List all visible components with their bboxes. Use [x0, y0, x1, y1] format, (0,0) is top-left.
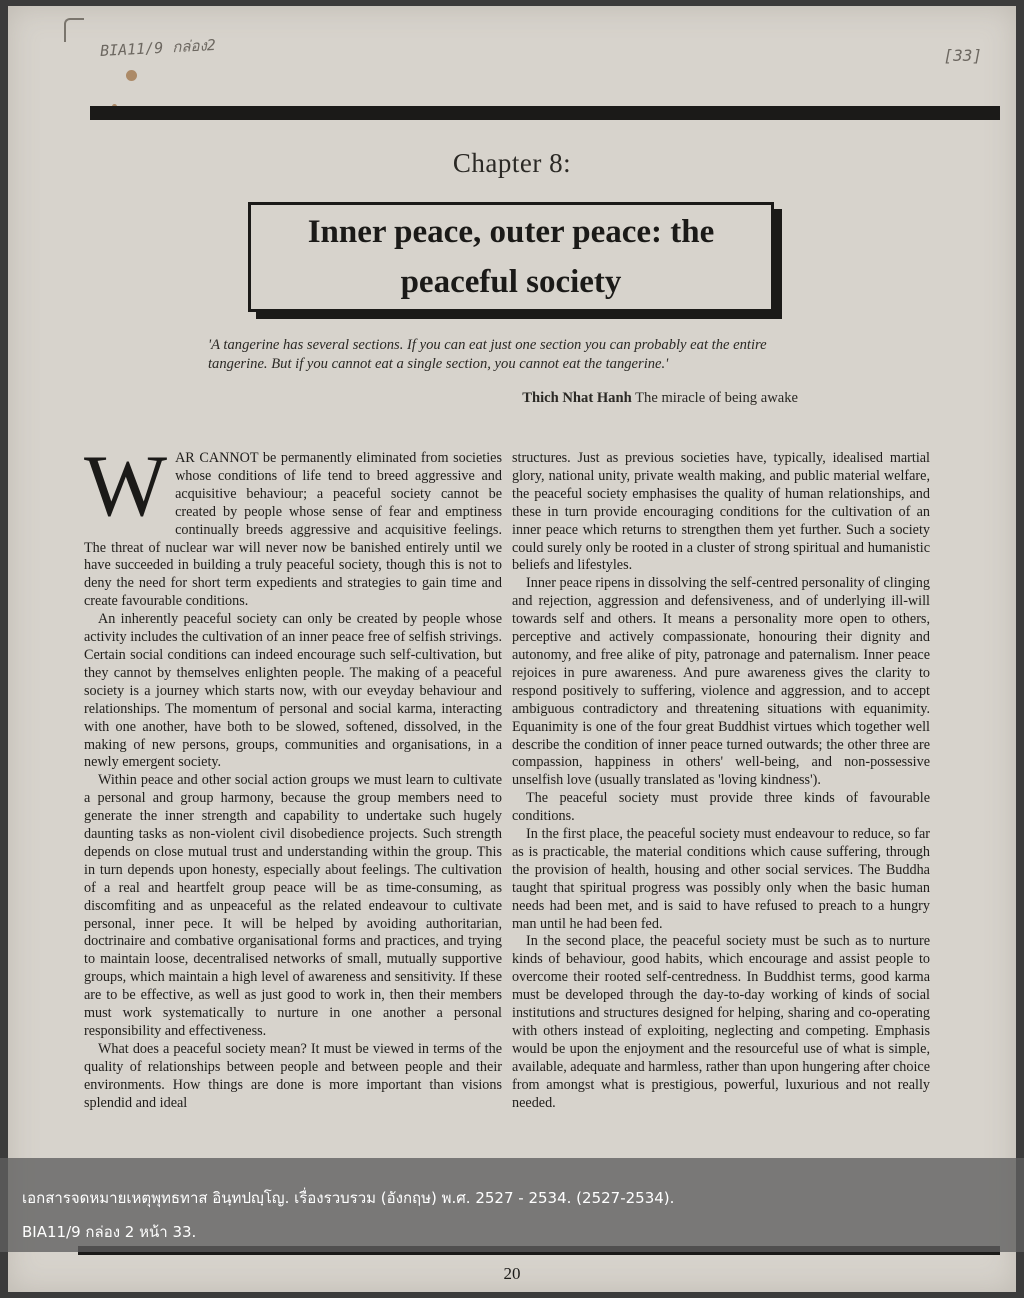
handwritten-archive-code: BIA11/9 กล่อง2: [99, 35, 217, 61]
epigraph-author: Thich Nhat Hanh: [522, 390, 632, 406]
paragraph: Inner peace ripens in dissolving the self-centred personality of clinging and rejection, aggression and defensiveness, and of underlying ill-will towards self and others. It means a personality more open to others, perceptive and actively compassionate, honouring their dignity and autonomy, and free alike of pity, patronage and paternalism. Inner peace rejoices in pure awareness. And pure awareness gives the clarity to respond positively to suffering, violence and aggression, and to accept ambiguous contradictory and threatening situations with equanimity. Equanimity is one of the four great Buddhist virtues which together well describe the condition of inner peace turned outwards; the other three are compassion, happiness in others' well-being, and non-possessive unselfish love (usually translated as 'loving kindness').: [512, 575, 930, 789]
paragraph: In the first place, the peaceful society must endeavour to reduce, so far as is practicable, the material conditions which cause suffering, through the provision of health, housing and other social services. The Buddha taught that spiritual progress was possibly only when the basic human needs had been met, and is said to have refused to preach to a hungry man until he had been fed.: [512, 826, 930, 932]
drop-cap: W: [84, 438, 168, 535]
epigraph-quote: 'A tangerine has several sections. If you can eat just one section you can probably eat the entire tangerine. But if you cannot eat a single section, you cannot eat the tangerine.': [208, 337, 767, 372]
paragraph: An inherently peaceful society can only be created by people whose activity includes the cultivation of an inner peace free of selfish strivings. Certain social conditions can indeed encourage such self-cultivation, but they cannot by themselves enlighten people. The making of a peaceful society is a journey which starts now, with our eveyday behaviour and relationships. The momentum of personal and social karma, interacting with one another, have both to be slowed, softened, dissolved, in the making of new persons, groups, communities and organisations, in a newly emergent society.: [84, 611, 502, 771]
epigraph-source: [308, 390, 798, 407]
page-number: 20: [503, 1264, 521, 1283]
title-line-2: peaceful society: [400, 264, 622, 300]
paragraph: The peaceful society must provide three kinds of favourable conditions.: [512, 790, 930, 825]
paragraph: structures. Just as previous societies have, typically, idealised martial glory, national unity, private wealth making, and public material welfare, the peaceful society emphasises the quality of human relationships, and these in turn provide encouraging conditions for the cultivation of an inner peace which returns to strengthen them yet further. Such a society could surely only be rooted in a cluster of strong spiritual and humanistic beliefs and lifestyles.: [512, 450, 930, 574]
caption-line-2: BIA11/9 กล่อง 2 หน้า 33.: [22, 1223, 197, 1241]
handwritten-page-ref: [33]: [943, 46, 982, 65]
chapter-heading: Chapter 8:: [452, 148, 572, 178]
caption-line-1: เอกสารจดหมายเหตุพุทธทาส อินฺทปญฺโญ. เรื่องรวบรวม (อังกฤษ) พ.ศ. 2527 - 2534. (2527-2534).: [22, 1189, 675, 1207]
title-box: [248, 202, 774, 312]
paragraph: In the second place, the peaceful society must be such as to nurture kinds of behaviour, good habits, which encourage and assist people to overcome their rooted self-centredness. In Buddhist terms, good karma must be developed through the day-to-day working of kinds of social institutions and structures designed for helping, sharing and co-operating with others instead of exploiting, neglecting and competing. Emphasis would be upon the enjoyment and the resourceful use of what is simple, available, adequate and harmless, rather than upon hungering after choice from amongst what is prestigious, powerful, luxurious and not really needed.: [512, 933, 930, 1111]
document-page: [8, 6, 1016, 1292]
paragraph-text: AR CANNOT be permanently eliminated from societies whose conditions of life tend to breed aggressive and acquisitive behaviour; a peaceful society cannot be created by people whose sense of fear and emptiness continually breeds aggressive and acquisitive feelings. The threat of nuclear war will never now be banished entirely until we have succeeded in building a truly peaceful society, though this is not to deny the need for short term expedients and strategies to gain time and create favourable conditions.: [84, 450, 502, 610]
title-line-1: Inner peace, outer peace: the: [307, 214, 715, 250]
left-column: [84, 438, 502, 1113]
archive-caption-overlay: [0, 1158, 1024, 1252]
paragraph: What does a peaceful society mean? It must be viewed in terms of the quality of relationships between people and between people and their environments. How things are done is more important than visions splendid and ideal: [84, 1040, 502, 1111]
paper-stain: [126, 70, 137, 81]
handwritten-mark: [64, 18, 84, 42]
paragraph: Within peace and other social action groups we must learn to cultivate a personal and group harmony, because the group members need to generate the inner strength and capability to undertake such hugely daunting tasks as non-violent civil disobedience projects. Such strength depends on close mutual trust and understanding within the group. This in turn depends upon honesty, especially about feelings. The cultivation of a real and heartfelt group peace will be as time-consuming, as discomfiting and as unpeaceful as the related endeavour to cultivate personal, inner pece. It will be helped by avoiding authoritarian, doctrinaire and combative organisational forms and practices, and trying to maintain loose, decentralised networks of small, mutually supportive groups, which maintain a high level of awareness and sensitivity. If these are to be effective, as well as just good to work in, then their members must work systematically to nurture in one another a personal responsibility and effectiveness.: [84, 772, 502, 1039]
epigraph-work: The miracle of being awake: [635, 390, 798, 406]
top-rule: [90, 106, 1000, 120]
right-column: [512, 450, 930, 1113]
paragraph: [84, 438, 502, 611]
